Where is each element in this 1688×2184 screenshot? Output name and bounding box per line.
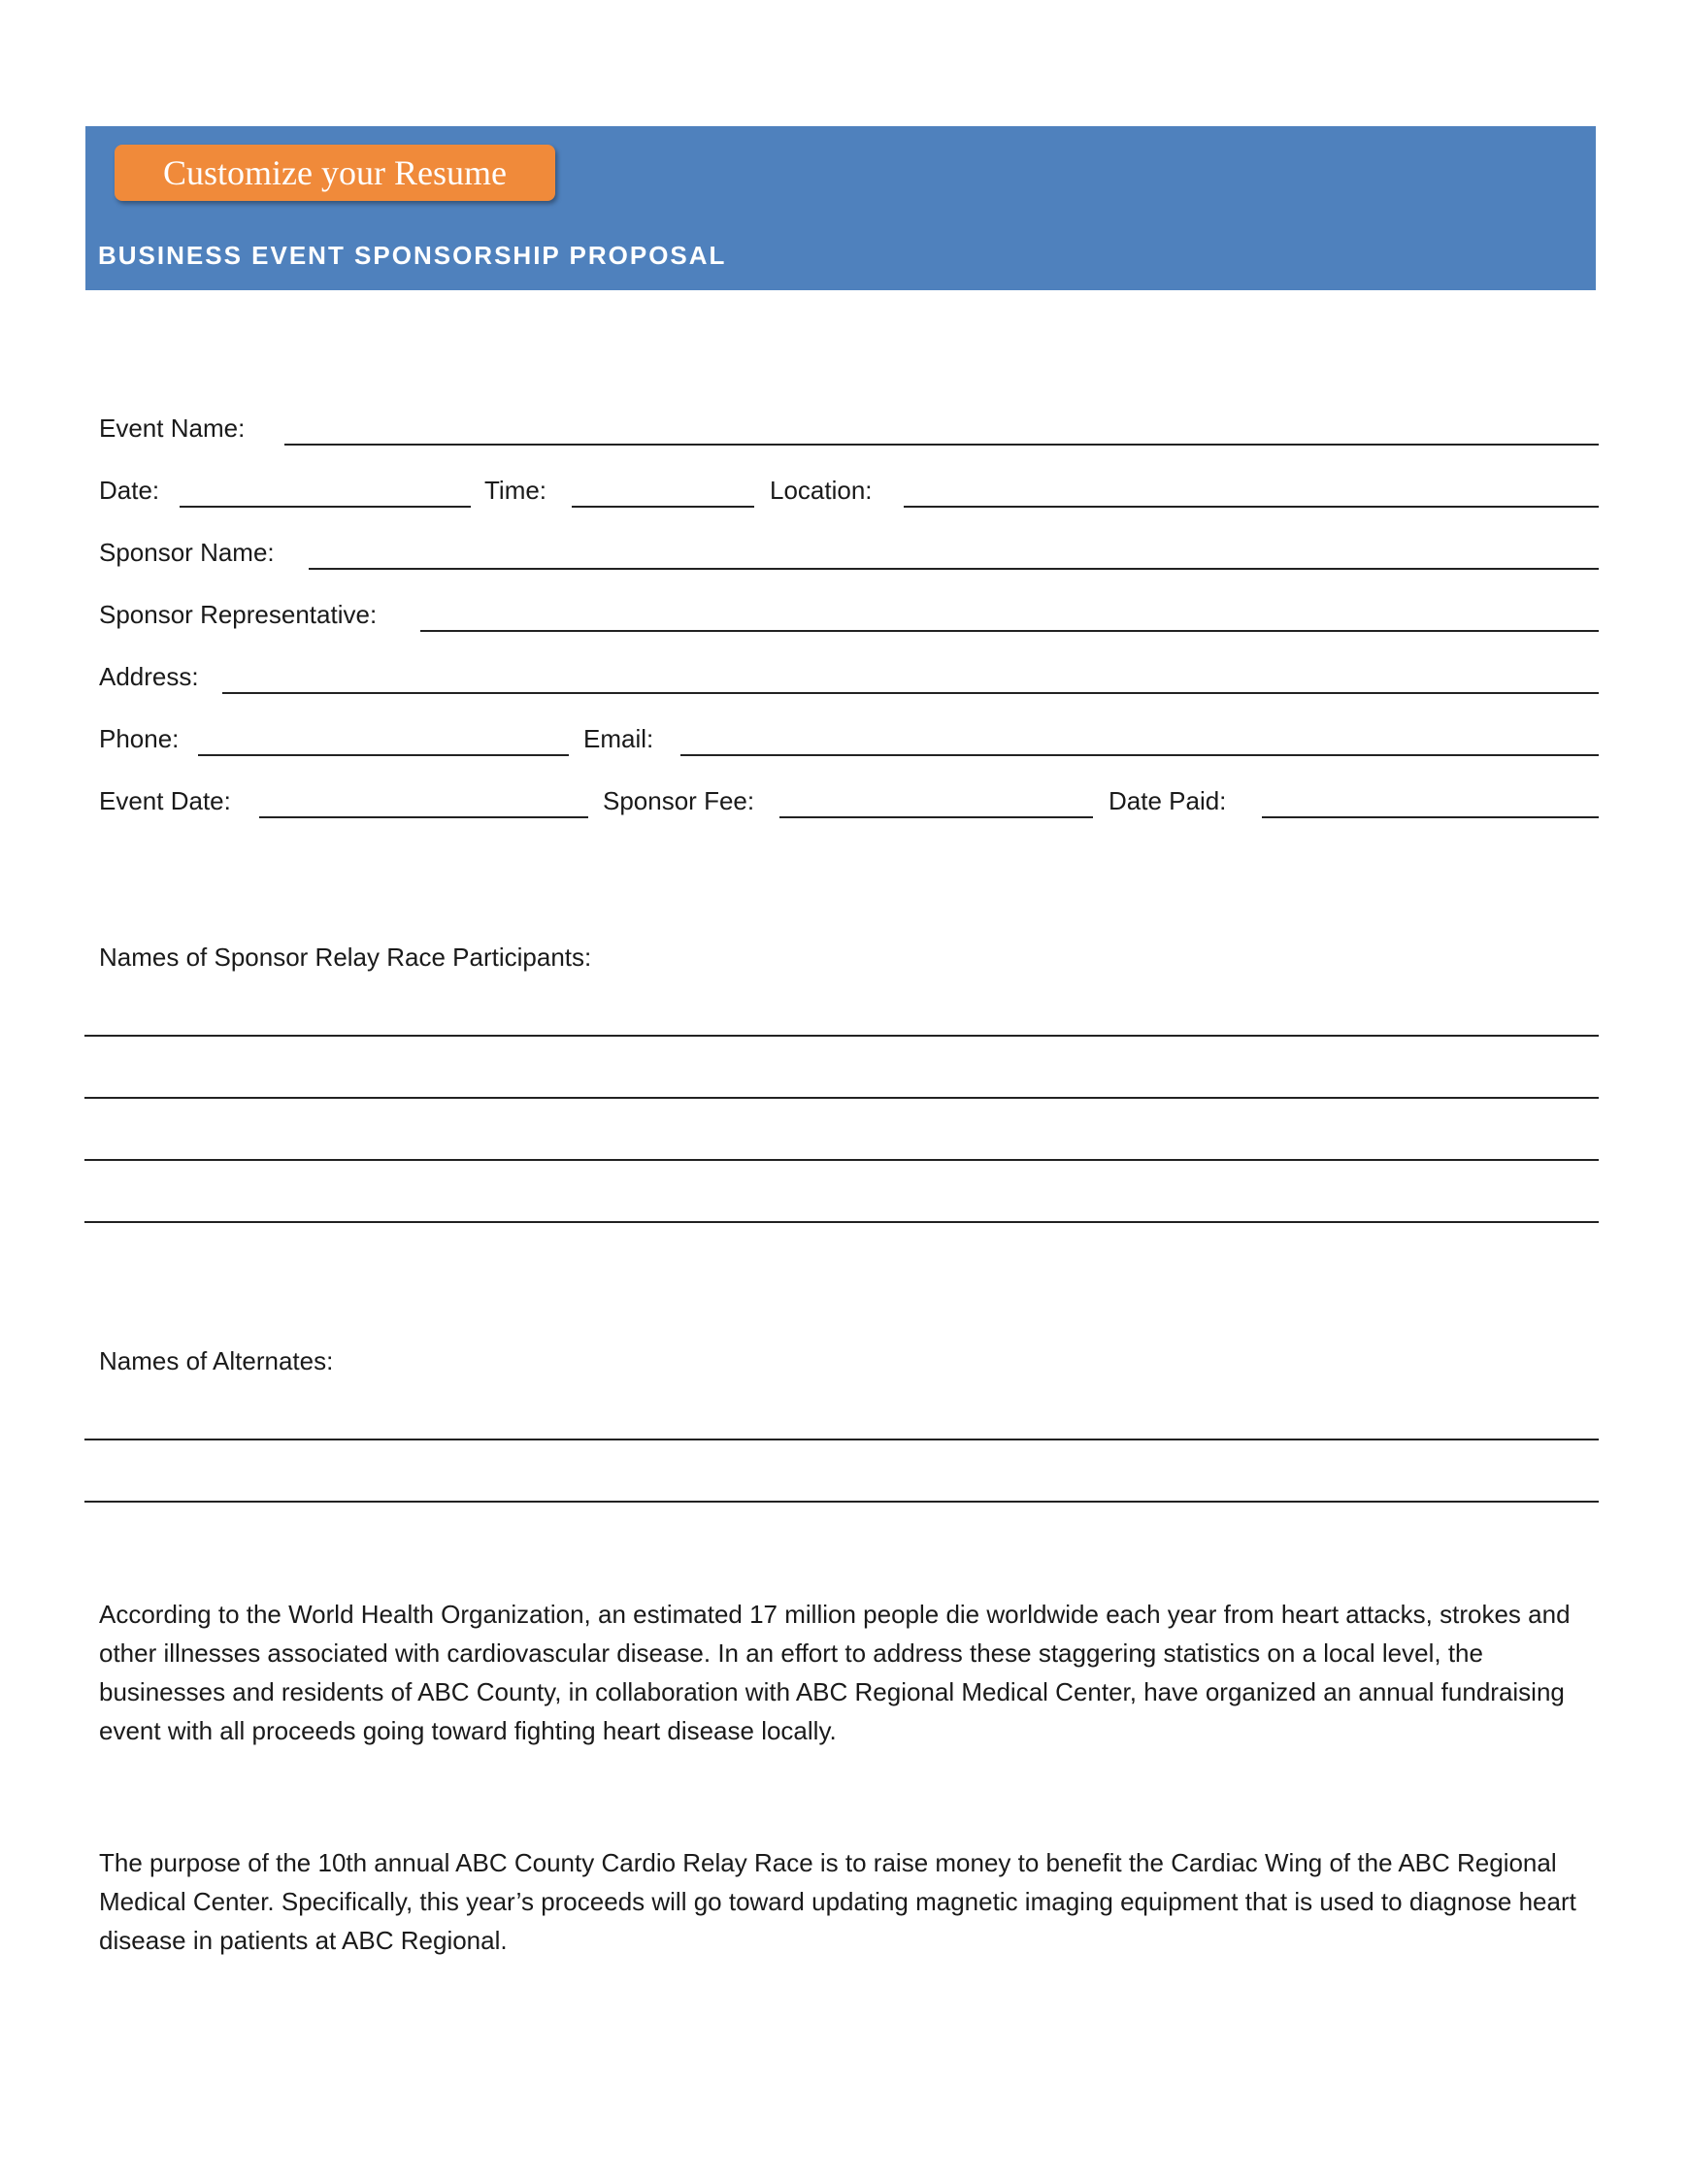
address-field[interactable] (222, 692, 1599, 694)
alternate-line-2[interactable] (84, 1501, 1599, 1503)
phone-label: Phone: (99, 724, 180, 753)
sponsor-representative-label: Sponsor Representative: (99, 600, 378, 629)
body-paragraph-1: According to the World Health Organization, an estimated 17 million people die worldwide each year from heart attacks, strokes and other illnesses associated with cardiovascular disease. In an effort to address these staggering statistics on a local level, the businesses and residents of ABC County, in collaboration with ABC Regional Medical Center, have organized an annual fundraising event with all proceeds going toward fighting heart disease locally. (99, 1600, 1571, 1745)
participants-label: Names of Sponsor Relay Race Participants: (99, 943, 592, 972)
document-title: BUSINESS EVENT SPONSORSHIP PROPOSAL (98, 241, 727, 270)
alternates-label: Names of Alternates: (99, 1346, 334, 1375)
sponsor-fee-label: Sponsor Fee: (603, 786, 755, 815)
date-field[interactable] (180, 506, 471, 508)
sponsor-fee-field[interactable] (779, 816, 1093, 818)
time-field[interactable] (572, 506, 754, 508)
phone-field[interactable] (198, 754, 569, 756)
sponsor-representative-field[interactable] (420, 630, 1599, 632)
customize-resume-button[interactable]: Customize your Resume (115, 145, 555, 201)
event-date-field[interactable] (259, 816, 588, 818)
participant-line-1[interactable] (84, 1035, 1599, 1037)
location-label: Location: (770, 476, 873, 505)
event-date-label: Event Date: (99, 786, 231, 815)
body-paragraph-2: The purpose of the 10th annual ABC County Cardio Relay Race is to raise money to benefit the Cardiac Wing of the ABC Regional Medical Center. Specifically, this year’s proceeds will go toward updating magnetic imaging equipment that is used to diagnose heart disease in patients at ABC Regional. (99, 1848, 1576, 1955)
email-label: Email: (583, 724, 654, 753)
event-name-label: Event Name: (99, 414, 246, 443)
sponsor-name-field[interactable] (309, 568, 1599, 570)
alternate-line-1[interactable] (84, 1439, 1599, 1440)
header-banner (85, 126, 1596, 290)
participant-line-3[interactable] (84, 1159, 1599, 1161)
sponsor-name-label: Sponsor Name: (99, 538, 275, 567)
time-label: Time: (484, 476, 547, 505)
date-paid-field[interactable] (1262, 816, 1599, 818)
email-field[interactable] (680, 754, 1599, 756)
address-label: Address: (99, 662, 199, 691)
date-label: Date: (99, 476, 160, 505)
participant-line-4[interactable] (84, 1221, 1599, 1223)
participant-line-2[interactable] (84, 1097, 1599, 1099)
event-name-field[interactable] (284, 444, 1599, 446)
date-paid-label: Date Paid: (1109, 786, 1227, 815)
location-field[interactable] (904, 506, 1599, 508)
